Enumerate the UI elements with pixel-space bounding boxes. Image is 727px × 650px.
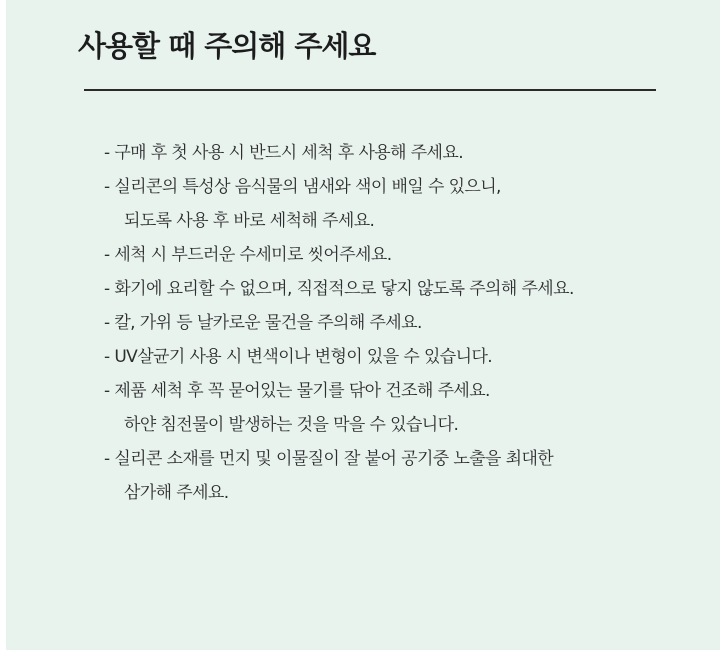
caution-panel xyxy=(6,0,720,650)
caution-item-continuation: 되도록 사용 후 바로 세척해 주세요. xyxy=(124,211,375,231)
caution-item: - 구매 후 첫 사용 시 반드시 세척 후 사용해 주세요. xyxy=(104,143,463,163)
caution-item: - 화기에 요리할 수 없으며, 직접적으로 닿지 않도록 주의해 주세요. xyxy=(104,279,574,299)
title-divider xyxy=(84,89,656,91)
caution-list xyxy=(104,140,574,514)
caution-item: - 실리콘의 특성상 음식물의 냄새와 색이 배일 수 있으니, xyxy=(104,177,501,197)
caution-item-continuation: 하얀 침전물이 발생하는 것을 막을 수 있습니다. xyxy=(124,415,459,435)
caution-item: - UV살균기 사용 시 변색이나 변형이 있을 수 있습니다. xyxy=(104,347,493,367)
caution-item: - 실리콘 소재를 먼지 및 이물질이 잘 붙어 공기중 노출을 최대한 xyxy=(104,449,554,469)
caution-item: - 칼, 가위 등 날카로운 물건을 주의해 주세요. xyxy=(104,313,422,333)
caution-item-continuation: 삼가해 주세요. xyxy=(124,483,229,503)
caution-item: - 제품 세척 후 꼭 묻어있는 물기를 닦아 건조해 주세요. xyxy=(104,381,490,401)
caution-item: - 세척 시 부드러운 수세미로 씻어주세요. xyxy=(104,245,392,265)
section-title: 사용할 때 주의해 주세요 xyxy=(78,29,376,63)
